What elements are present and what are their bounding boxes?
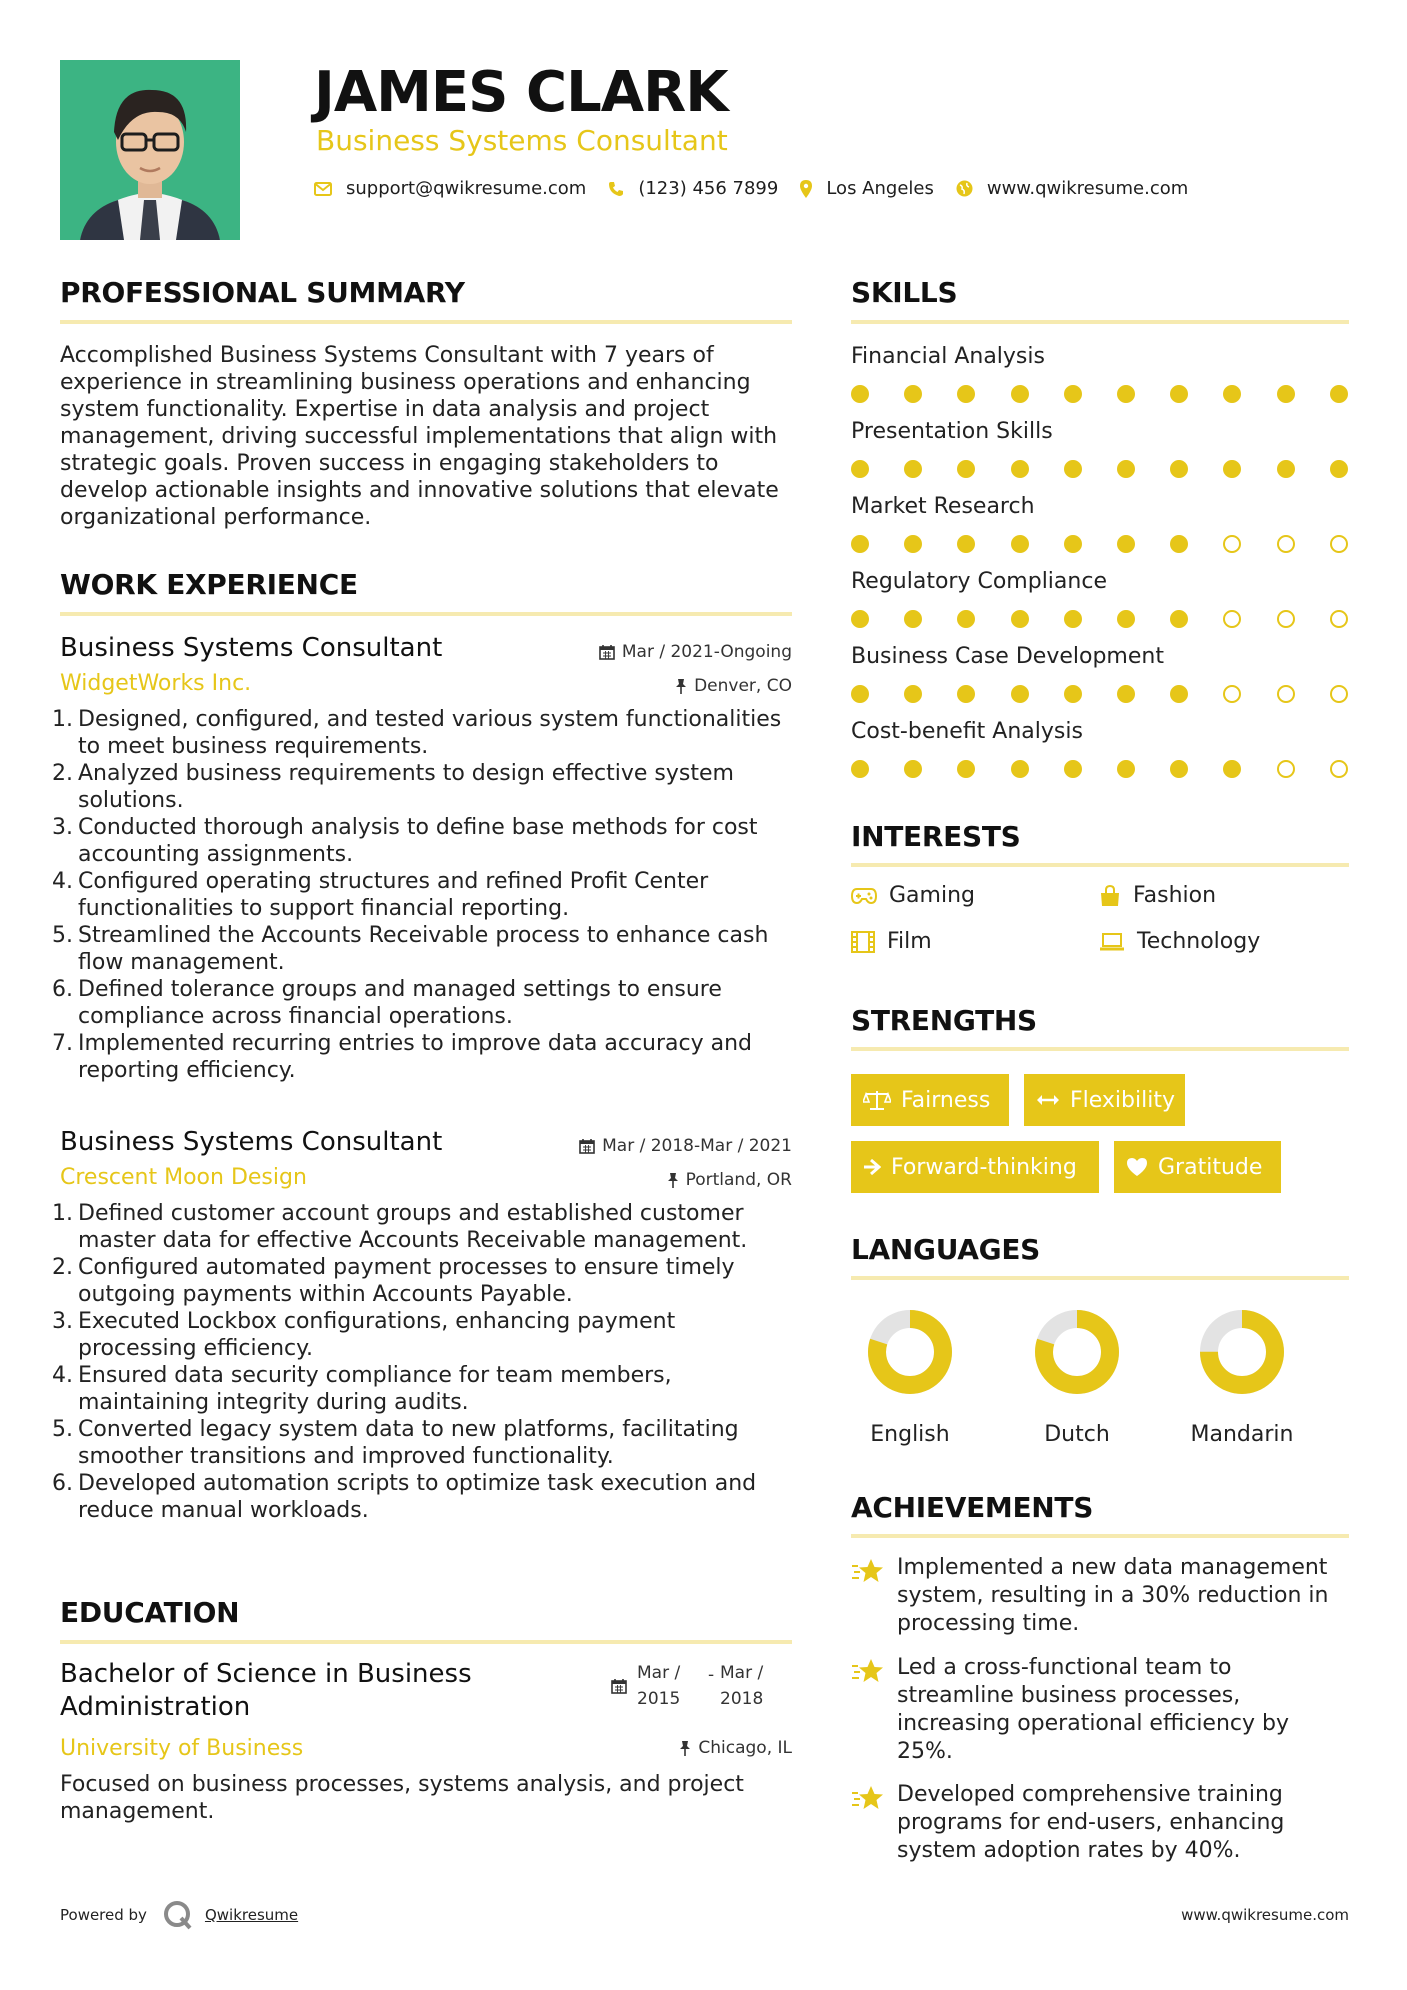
list-item: 4. Ensured data security compliance for team members, maintaining integrity during audits. [52, 1363, 672, 1415]
rating-dot-filled [904, 385, 922, 403]
rating-dot-filled [1117, 535, 1135, 553]
skill-rating [851, 460, 1351, 478]
experience-heading: WORK EXPERIENCE [60, 568, 358, 601]
skill-item [851, 494, 1351, 553]
language-item [1167, 1308, 1317, 1447]
contact-bar [314, 178, 1210, 199]
list-item: 6. Developed automation scripts to optimize task execution and reduce manual workloads. [52, 1471, 757, 1523]
skill-item [851, 644, 1351, 703]
skills-rule [851, 320, 1349, 324]
languages-rule [851, 1276, 1349, 1280]
rating-dot-filled [1011, 685, 1029, 703]
skill-name: Financial Analysis [851, 344, 1045, 369]
languages-heading: LANGUAGES [851, 1233, 1041, 1266]
interest-label: Technology [1137, 929, 1261, 954]
footer-powered-by [60, 1900, 298, 1930]
job-company: Crescent Moon Design [60, 1165, 307, 1190]
interest-item [1099, 883, 1216, 908]
language-proficiency-ring [1198, 1308, 1286, 1396]
rating-dot-empty [1330, 760, 1348, 778]
calendar-icon [599, 644, 615, 660]
summary-rule [60, 320, 792, 324]
education-date-separator: - [708, 1665, 715, 1685]
rating-dot-filled [1064, 460, 1082, 478]
education-description: Focused on business processes, systems analysis, and project management. [60, 1772, 744, 1824]
film-icon [851, 931, 875, 953]
rating-dot-filled [904, 460, 922, 478]
strength-badge: Gratitude [1114, 1141, 1281, 1193]
contact-phone[interactable] [608, 178, 778, 199]
rating-dot-empty [1277, 610, 1295, 628]
location-text: Los Angeles [826, 178, 934, 199]
experience-rule [60, 612, 792, 616]
rating-dot-filled [1223, 385, 1241, 403]
rating-dot-filled [904, 610, 922, 628]
rating-dot-filled [1011, 610, 1029, 628]
interest-item [851, 883, 975, 908]
rating-dot-filled [851, 460, 869, 478]
interest-item [1099, 929, 1260, 954]
job-location-text: Portland, OR [685, 1170, 792, 1190]
job-location [675, 676, 792, 696]
rating-dot-filled [1064, 535, 1082, 553]
education-rule [60, 1640, 792, 1644]
skill-name: Regulatory Compliance [851, 569, 1107, 594]
phone-icon [608, 181, 624, 197]
skills-heading: SKILLS [851, 276, 958, 309]
rating-dot-empty [1223, 610, 1241, 628]
list-item: 5. Streamlined the Accounts Receivable process to enhance cash flow management. [52, 923, 769, 975]
rating-dot-filled [1170, 685, 1188, 703]
rating-dot-filled [1330, 385, 1348, 403]
job-company: WidgetWorks Inc. [60, 671, 252, 696]
heart-icon [1126, 1157, 1148, 1177]
skill-rating [851, 385, 1351, 403]
list-item: 7. Implemented recurring entries to improve data accuracy and reporting efficiency. [52, 1031, 753, 1083]
education-location: Chicago, IL [679, 1738, 792, 1758]
education-start-date: Mar / 2015 [637, 1663, 681, 1709]
rating-dot-empty [1277, 535, 1295, 553]
skill-rating [851, 535, 1351, 553]
skill-name: Market Research [851, 494, 1035, 519]
rating-dot-filled [1117, 760, 1135, 778]
strength-badge: Forward-thinking [851, 1141, 1099, 1193]
list-item: 1. Defined customer account groups and established customer master data for effective Accounts Receivable management. [52, 1201, 748, 1253]
list-item: 3. Conducted thorough analysis to define base methods for cost accounting assignments. [52, 815, 758, 867]
job-date [579, 1136, 792, 1156]
interest-label: Fashion [1133, 883, 1217, 908]
rating-dot-filled [1170, 460, 1188, 478]
list-item: 4. Configured operating structures and refined Profit Center functionalities to support financial reporting. [52, 869, 709, 921]
list-item: 2. Analyzed business requirements to design effective system solutions. [52, 761, 734, 813]
candidate-name: JAMES CLARK [314, 60, 728, 125]
achievement-item: Led a cross-functional team to streamline business processes, increasing operational efficiency by 25%. [851, 1654, 1351, 1766]
language-name: Dutch [1044, 1422, 1110, 1447]
skill-item [851, 569, 1351, 628]
rating-dot-filled [1064, 610, 1082, 628]
summary-text: Accomplished Business Systems Consultant with 7 years of experience in streamlining business operations and enhancing system functionality. Expertise in data analysis and project management, driving successful implementations that align with strategic goals. Proven success in engaging stakeholders to develop actionable insights and innovative solutions that elevate organizational performance. [60, 343, 779, 530]
rating-dot-empty [1330, 610, 1348, 628]
profile-photo [60, 60, 240, 240]
powered-by-text: Powered by [60, 1906, 147, 1924]
calendar-icon [611, 1678, 627, 1698]
interest-label: Film [887, 929, 932, 954]
job-date [599, 642, 792, 662]
rating-dot-filled [1277, 385, 1295, 403]
job-date-text: Mar / 2021-Ongoing [621, 642, 792, 662]
achievements-rule [851, 1534, 1349, 1538]
achievement-item: Implemented a new data management system, resulting in a 30% reduction in processing time. [851, 1554, 1351, 1638]
education-heading: EDUCATION [60, 1596, 240, 1629]
rating-dot-filled [851, 535, 869, 553]
list-item: 1. Designed, configured, and tested various system functionalities to meet business requirements. [52, 707, 782, 759]
rating-dot-filled [957, 610, 975, 628]
rating-dot-filled [1117, 460, 1135, 478]
job-bullets [52, 706, 800, 1084]
rating-dot-filled [1011, 385, 1029, 403]
star-award-icon [851, 1554, 897, 1638]
rating-dot-filled [1170, 610, 1188, 628]
rating-dot-filled [1170, 535, 1188, 553]
list-item: 3. Executed Lockbox configurations, enhancing payment processing efficiency. [52, 1309, 676, 1361]
candidate-title: Business Systems Consultant [316, 124, 728, 157]
rating-dot-filled [1330, 460, 1348, 478]
rating-dot-filled [1064, 760, 1082, 778]
job-location [667, 1170, 792, 1190]
strengths-heading: STRENGTHS [851, 1004, 1037, 1037]
email-text: support@qwikresume.com [346, 178, 587, 199]
rating-dot-filled [851, 760, 869, 778]
envelope-icon [314, 182, 332, 196]
job-role: Business Systems Consultant [60, 633, 443, 663]
list-item: 5. Converted legacy system data to new platforms, facilitating smoother transitions and improved functionality. [52, 1417, 739, 1469]
brand-link[interactable]: Qwikresume [204, 1906, 299, 1924]
interest-item [851, 929, 932, 954]
list-item: 6. Defined tolerance groups and managed settings to ensure compliance across financial operations. [52, 977, 722, 1029]
language-item [1002, 1308, 1152, 1447]
rating-dot-filled [957, 535, 975, 553]
rating-dot-filled [957, 760, 975, 778]
rating-dot-filled [1064, 685, 1082, 703]
rating-dot-filled [1277, 460, 1295, 478]
skill-rating [851, 760, 1351, 778]
rating-dot-empty [1223, 535, 1241, 553]
contact-email[interactable] [314, 178, 586, 199]
calendar-icon [579, 1138, 595, 1154]
website-text: www.qwikresume.com [986, 178, 1189, 199]
job-date-text: Mar / 2018-Mar / 2021 [602, 1136, 792, 1156]
rating-dot-filled [904, 685, 922, 703]
education-school: University of Business [60, 1736, 304, 1761]
rating-dot-filled [851, 610, 869, 628]
rating-dot-filled [851, 385, 869, 403]
list-item: 2. Configured automated payment processes to ensure timely outgoing payments within Accounts Payable. [52, 1255, 735, 1307]
skill-item [851, 719, 1351, 778]
gamepad-icon [851, 888, 877, 904]
rating-dot-filled [957, 460, 975, 478]
language-name: Mandarin [1190, 1422, 1294, 1447]
rating-dot-filled [957, 385, 975, 403]
rating-dot-filled [1117, 610, 1135, 628]
contact-website[interactable] [956, 178, 1188, 199]
rating-dot-filled [1064, 385, 1082, 403]
arrows-horizontal-icon [1036, 1093, 1060, 1107]
skill-rating [851, 610, 1351, 628]
job-location-text: Denver, CO [694, 676, 792, 696]
achievements-heading: ACHIEVEMENTS [851, 1491, 1094, 1524]
pushpin-icon [667, 1172, 679, 1188]
rating-dot-empty [1277, 685, 1295, 703]
rating-dot-filled [1117, 385, 1135, 403]
skill-name: Business Case Development [851, 644, 1164, 669]
interests-heading: INTERESTS [851, 820, 1021, 853]
language-proficiency-ring [866, 1308, 954, 1396]
phone-text: (123) 456 7899 [638, 178, 779, 199]
rating-dot-filled [1011, 460, 1029, 478]
arrow-right-icon [863, 1158, 881, 1176]
education-end-date: Mar / 2018 [720, 1663, 764, 1709]
laptop-icon [1099, 932, 1125, 952]
star-award-icon [851, 1781, 897, 1865]
rating-dot-filled [1170, 760, 1188, 778]
rating-dot-filled [957, 685, 975, 703]
rating-dot-filled [1011, 535, 1029, 553]
job-bullets [52, 1200, 800, 1524]
contact-location [800, 178, 934, 199]
job-entry [52, 1126, 792, 1524]
rating-dot-empty [1277, 760, 1295, 778]
strengths-rule [851, 1047, 1349, 1051]
footer-website[interactable]: www.qwikresume.com [1181, 1906, 1349, 1924]
job-role: Business Systems Consultant [60, 1127, 443, 1157]
rating-dot-filled [904, 535, 922, 553]
skill-name: Cost-benefit Analysis [851, 719, 1083, 744]
rating-dot-filled [904, 760, 922, 778]
rating-dot-filled [1223, 460, 1241, 478]
rating-dot-filled [1223, 760, 1241, 778]
rating-dot-empty [1330, 685, 1348, 703]
skill-item [851, 344, 1351, 403]
skill-rating [851, 685, 1351, 703]
strength-badge: Flexibility [1024, 1074, 1185, 1126]
qwikresume-logo-icon [163, 1900, 193, 1930]
balance-scale-icon [863, 1089, 891, 1111]
globe-icon [956, 180, 973, 197]
language-item [835, 1308, 985, 1447]
skill-name: Presentation Skills [851, 419, 1053, 444]
rating-dot-filled [851, 685, 869, 703]
rating-dot-filled [1170, 385, 1188, 403]
pushpin-icon [675, 678, 687, 694]
shopping-bag-icon [1099, 885, 1121, 907]
interests-rule [851, 863, 1349, 867]
map-pin-icon [800, 180, 812, 198]
strength-badge: Fairness [851, 1074, 1009, 1126]
language-proficiency-ring [1033, 1308, 1121, 1396]
summary-heading: PROFESSIONAL SUMMARY [60, 276, 465, 309]
pushpin-icon [679, 1740, 691, 1756]
rating-dot-filled [1117, 685, 1135, 703]
star-award-icon [851, 1654, 897, 1766]
rating-dot-empty [1223, 685, 1241, 703]
rating-dot-filled [1011, 760, 1029, 778]
job-entry [52, 632, 792, 1084]
achievement-item: Developed comprehensive training programs for end-users, enhancing system adoption rates by 40%. [851, 1781, 1351, 1865]
language-name: English [870, 1422, 950, 1447]
interest-label: Gaming [889, 883, 975, 908]
rating-dot-empty [1330, 535, 1348, 553]
education-degree: Bachelor of Science in Business Administration [60, 1659, 472, 1722]
skill-item [851, 419, 1351, 478]
